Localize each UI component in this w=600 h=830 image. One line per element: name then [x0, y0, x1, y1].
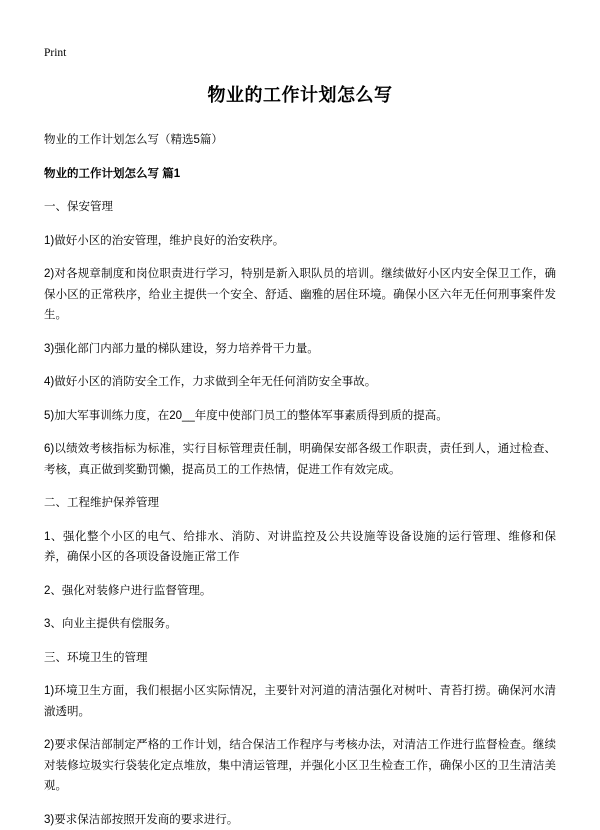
document-paragraph: 2)要求保洁部制定严格的工作计划，结合保洁工作程序与考核办法，对清洁工作进行监督检查。继续对装修垃圾实行袋装化定点堆放，集中清运管理，并强化小区卫生检查工作，确保小区的卫生清洁美观。 — [44, 735, 556, 797]
document-paragraph: 3)要求保洁部按照开发商的要求进行。 — [44, 810, 556, 830]
document-paragraph: 物业的工作计划怎么写（精选5篇） — [44, 130, 556, 151]
document-paragraph: 1)环境卫生方面，我们根据小区实际情况，主要针对河道的清洁强化对树叶、青苔打捞。确保河水清澈透明。 — [44, 681, 556, 722]
document-paragraph: 5)加大军事训练力度，在20__年度中使部门员工的整体军事素质得到质的提高。 — [44, 406, 556, 427]
document-paragraph: 一、保安管理 — [44, 197, 556, 218]
document-paragraph: 3)强化部门内部力量的梯队建设，努力培养骨干力量。 — [44, 339, 556, 360]
document-paragraph: 二、工程维护保养管理 — [44, 493, 556, 514]
document-paragraph: 4)做好小区的消防安全工作，力求做到全年无任何消防安全事故。 — [44, 372, 556, 393]
document-paragraph: 1)做好小区的治安管理，维护良好的治安秩序。 — [44, 231, 556, 252]
document-body — [44, 130, 556, 830]
document-paragraph: 三、环境卫生的管理 — [44, 648, 556, 669]
document-paragraph: 物业的工作计划怎么写 篇1 — [44, 164, 556, 185]
page-title: 物业的工作计划怎么写 — [44, 82, 556, 108]
document-paragraph: 3、向业主提供有偿服务。 — [44, 614, 556, 635]
print-button[interactable]: Print — [44, 46, 556, 60]
document-paragraph: 6)以绩效考核指标为标准，实行目标管理责任制，明确保安部各级工作职责，责任到人，通过检查、考核，真正做到奖勤罚懒，提高员工的工作热情，促进工作有效完成。 — [44, 439, 556, 480]
document-paragraph: 1、强化整个小区的电气、给排水、消防、对讲监控及公共设施等设备设施的运行管理、维修和保养，确保小区的各项设备设施正常工作 — [44, 527, 556, 568]
document-paragraph: 2、强化对装修户进行监督管理。 — [44, 581, 556, 602]
document-paragraph: 2)对各规章制度和岗位职责进行学习，特别是新入职队员的培训。继续做好小区内安全保卫工作，确保小区的正常秩序，给业主提供一个安全、舒适、幽雅的居住环境。确保小区六年无任何刑事案件发生。 — [44, 264, 556, 326]
